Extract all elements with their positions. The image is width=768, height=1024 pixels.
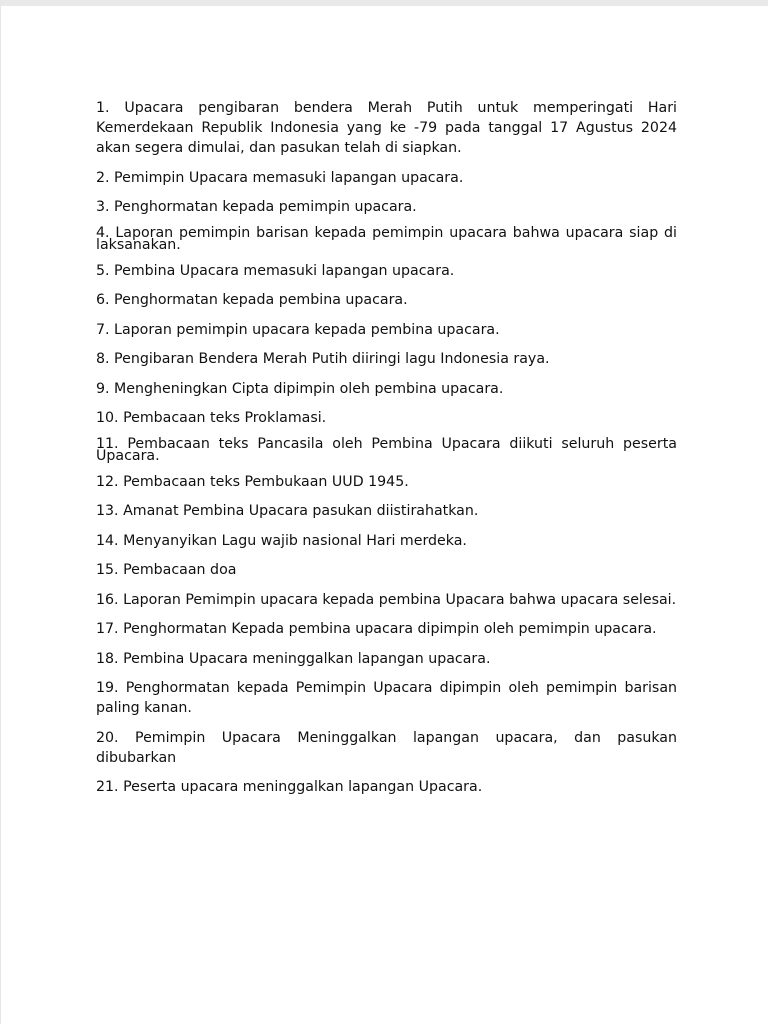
list-item	[96, 438, 677, 462]
list-item	[96, 472, 677, 492]
document-body	[96, 98, 677, 807]
list-item	[96, 379, 677, 399]
list-item-text: 19. Penghormatan kepada Pemimpin Upacara dipimpin oleh pemimpin barisan paling kanan.	[96, 680, 677, 716]
list-item	[96, 320, 677, 340]
list-item-text: 18. Pembina Upacara meninggalkan lapangan upacara.	[96, 650, 491, 667]
list-item-text: 1. Upacara pengibaran bendera Merah Putih untuk memperingati Hari Kemerdekaan Republik Indonesia yang ke -79 pada tanggal 17 Agustus 2024 akan segera dimulai, dan pasukan telah di siapkan.	[96, 100, 677, 156]
list-item-text: 10. Pembacaan teks Proklamasi.	[96, 410, 327, 426]
list-item-text: 3. Penghormatan kepada pemimpin upacara.	[96, 199, 417, 215]
list-item	[96, 728, 677, 768]
list-item	[96, 349, 677, 369]
list-item-text: 15. Pembacaan doa	[96, 562, 237, 578]
list-item	[96, 678, 677, 718]
list-item-text: 8. Pengibaran Bendera Merah Putih diiringi lagu Indonesia raya.	[96, 351, 550, 367]
list-item	[96, 197, 677, 217]
list-item	[96, 590, 677, 610]
list-item	[96, 777, 677, 797]
list-item-text: 12. Pembacaan teks Pembukaan UUD 1945.	[96, 473, 409, 490]
list-item-text: 4. Laporan pemimpin barisan kepada pemimpin upacara bahwa upacara siap di laksanakan.	[96, 225, 677, 253]
list-item-text: 13. Amanat Pembina Upacara pasukan diistirahatkan.	[96, 503, 479, 519]
list-item	[96, 501, 677, 521]
list-item	[96, 560, 677, 580]
list-item-text: 6. Penghormatan kepada pembina upacara.	[96, 292, 408, 308]
list-item	[96, 408, 677, 428]
list-item-text: 11. Pembacaan teks Pancasila oleh Pembina Upacara diikuti seluruh peserta Upacara.	[96, 436, 677, 464]
list-item	[96, 649, 677, 669]
list-item	[96, 227, 677, 251]
list-item	[96, 531, 677, 551]
list-item-text: 21. Peserta upacara meninggalkan lapangan Upacara.	[96, 779, 483, 795]
list-item-text: 17. Penghormatan Kepada pembina upacara dipimpin oleh pemimpin upacara.	[96, 621, 657, 637]
list-item-text: 9. Mengheningkan Cipta dipimpin oleh pembina upacara.	[96, 380, 504, 397]
list-item	[96, 290, 677, 310]
list-item-text: 7. Laporan pemimpin upacara kepada pembina upacara.	[96, 321, 500, 338]
list-item	[96, 619, 677, 639]
list-item	[96, 168, 677, 188]
list-item-text: 20. Pemimpin Upacara Meninggalkan lapangan upacara, dan pasukan dibubarkan	[96, 729, 677, 766]
list-item-text: 14. Menyanyikan Lagu wajib nasional Hari merdeka.	[96, 532, 467, 549]
list-item	[96, 98, 677, 158]
list-item-text: 2. Pemimpin Upacara memasuki lapangan upacara.	[96, 169, 464, 186]
list-item-text: 16. Laporan Pemimpin upacara kepada pembina Upacara bahwa upacara selesai.	[96, 591, 677, 608]
list-item-text: 5. Pembina Upacara memasuki lapangan upacara.	[96, 262, 455, 279]
list-item	[96, 261, 677, 281]
